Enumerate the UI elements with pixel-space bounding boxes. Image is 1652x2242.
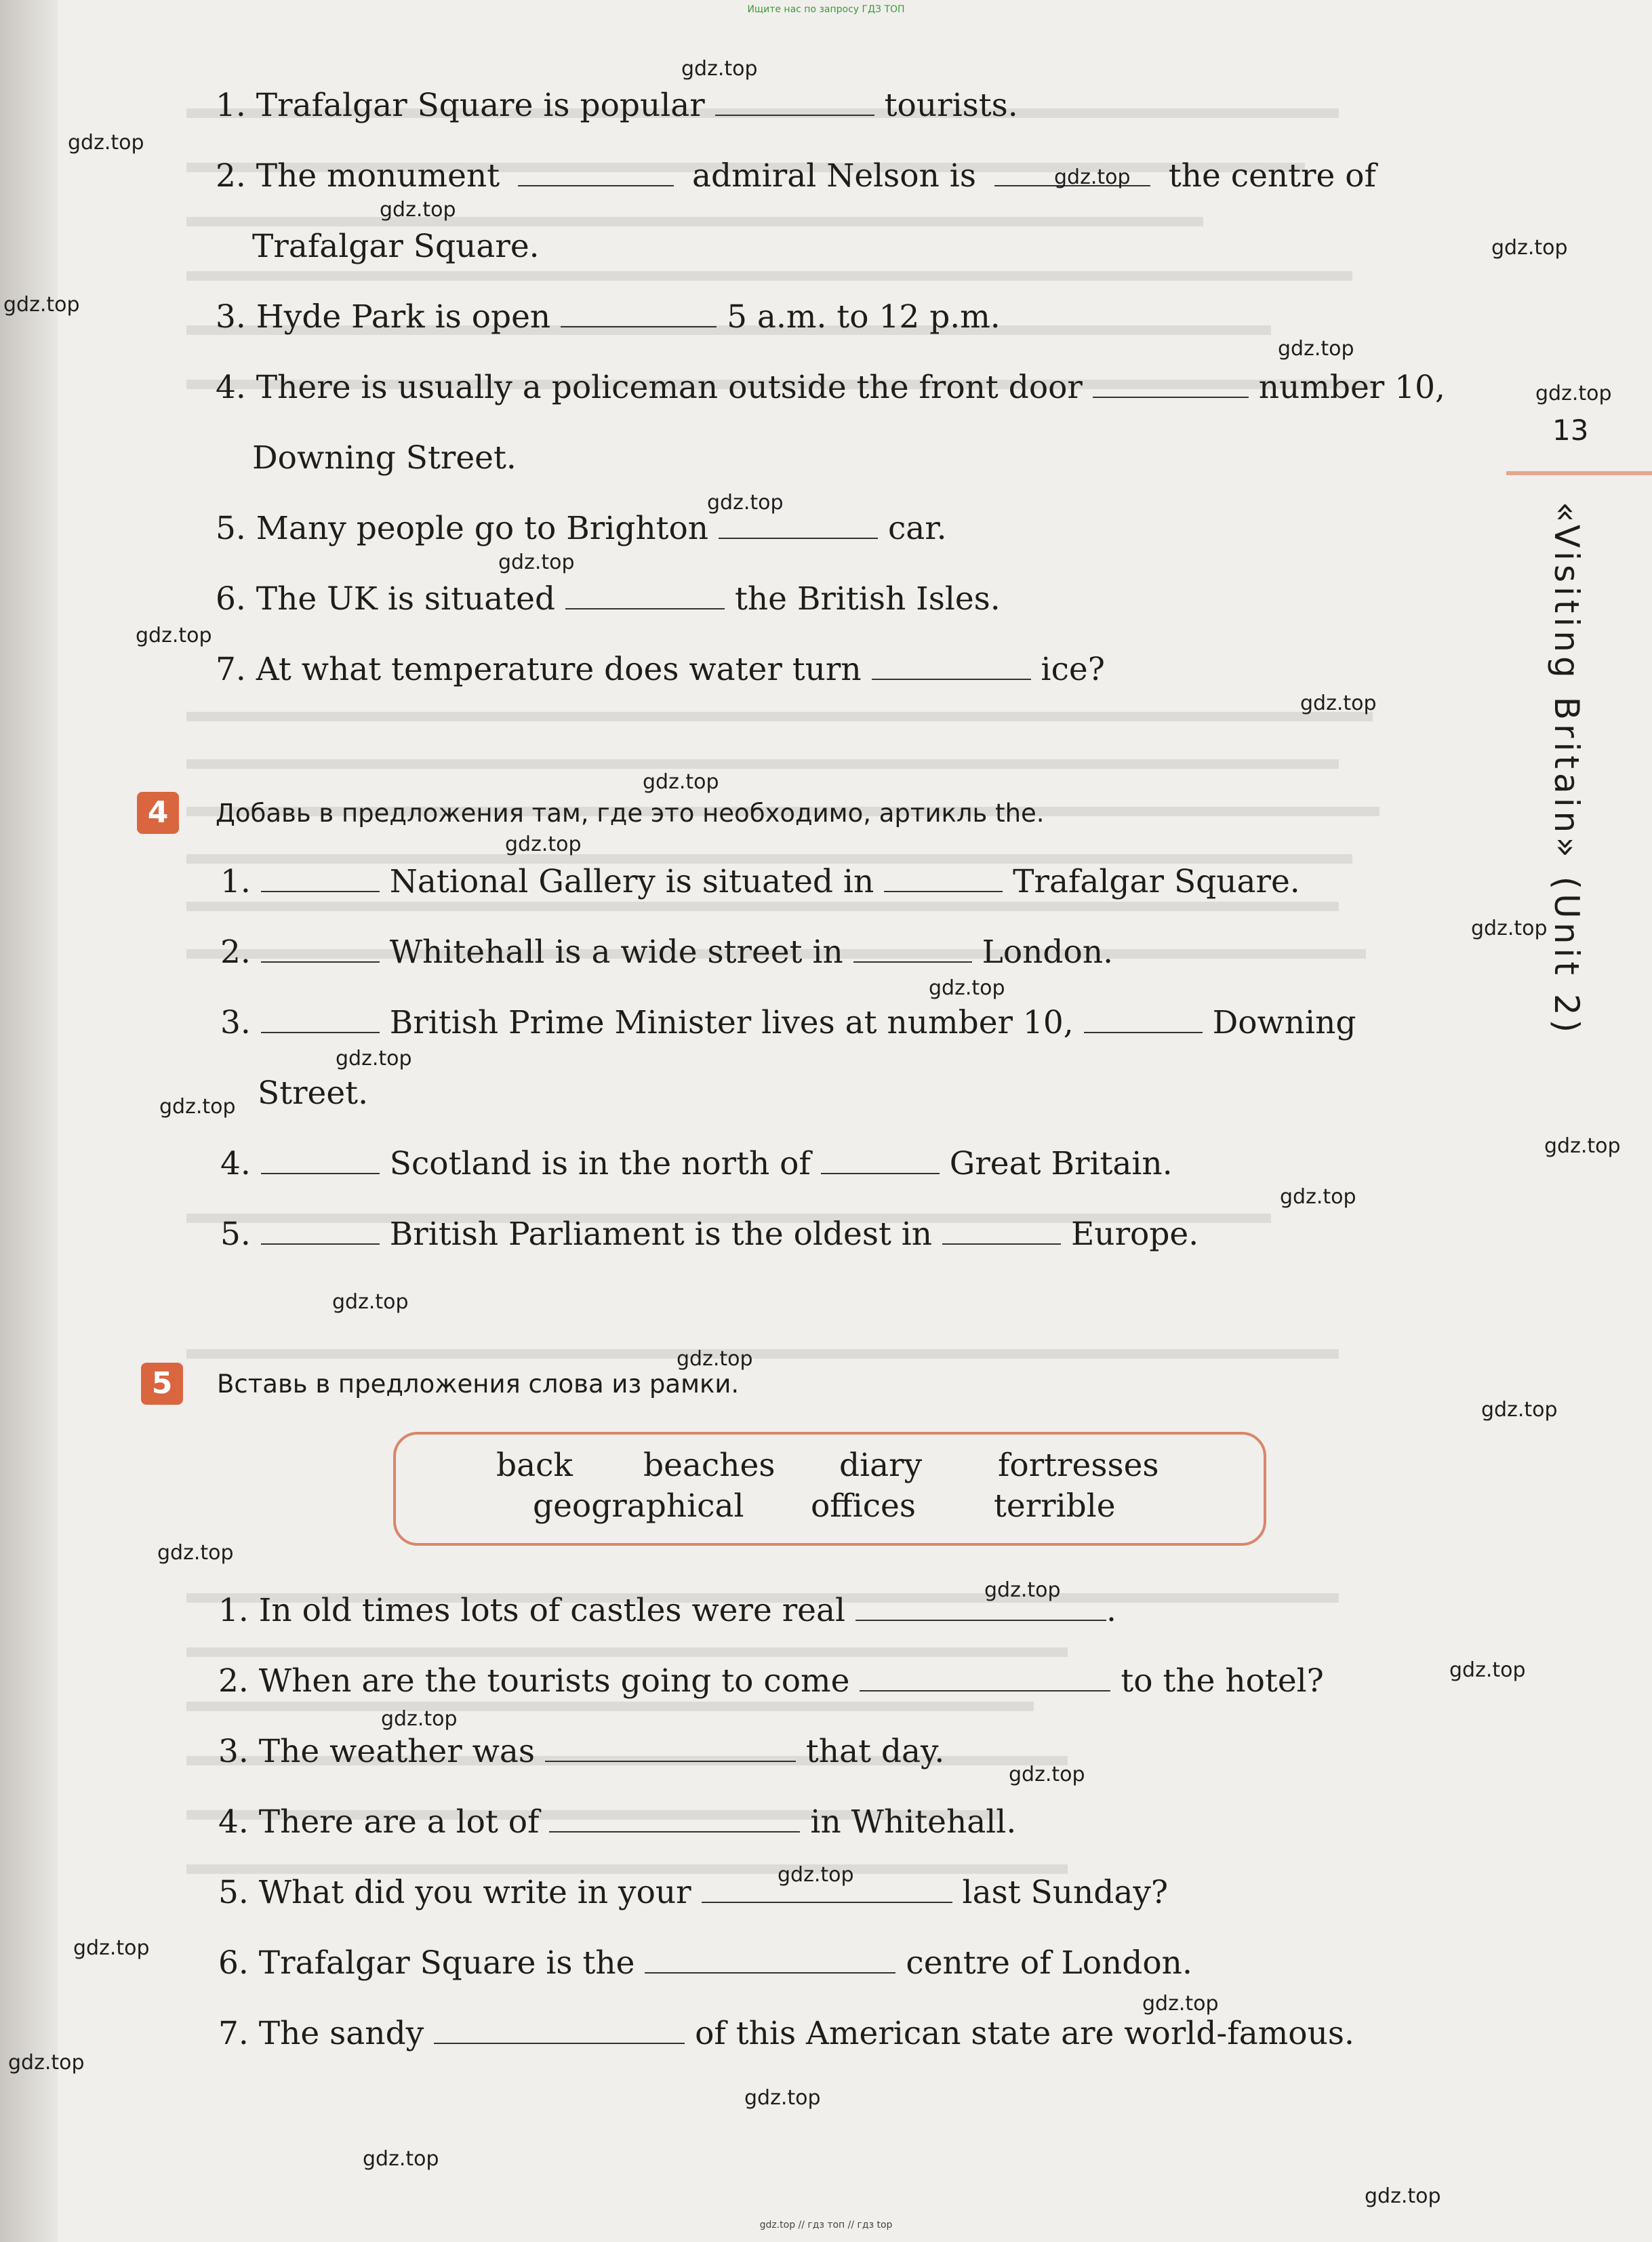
ex3-item-4 (216, 369, 1445, 406)
item-text: There is usually a policeman outside the front door (256, 369, 1083, 406)
item-text: Street. (258, 1075, 369, 1112)
watermark: gdz.top (1449, 1658, 1526, 1682)
item-number: 7. (218, 2015, 249, 2052)
item-text: British Parliament is the oldest in (389, 1216, 933, 1253)
watermark: gdz.top (744, 2086, 821, 2110)
watermark: gdz.top (332, 1290, 409, 1314)
item-text: ice? (1041, 651, 1105, 688)
item-text: British Prime Minister lives at number 10, (389, 1004, 1074, 1041)
ex4-item-3 (220, 1004, 1356, 1041)
item-number: 4. (216, 369, 246, 406)
item-number: 2. (216, 157, 246, 195)
watermark: gdz.top (498, 551, 575, 574)
ex5-item-6 (218, 1944, 1192, 1982)
ex4-item-2 (220, 934, 1113, 971)
watermark: gdz.top (505, 833, 582, 856)
watermark: gdz.top (73, 1936, 150, 1960)
watermark: gdz.top (159, 1095, 236, 1119)
answer-blank[interactable] (261, 1032, 380, 1033)
answer-blank[interactable] (872, 679, 1031, 680)
answer-blank[interactable] (549, 1831, 800, 1833)
answer-blank[interactable] (518, 185, 674, 186)
page-number-rule (1506, 471, 1652, 475)
ex5-item-3 (218, 1733, 944, 1770)
watermark: gdz.top (707, 491, 784, 515)
item-number: 5. (218, 1874, 249, 1911)
item-text: Downing Street. (252, 439, 517, 477)
item-text: centre of London. (906, 1944, 1192, 1982)
watermark: gdz.top (136, 624, 212, 647)
ex3-item-2 (216, 157, 1376, 195)
item-text: Europe. (1071, 1216, 1199, 1253)
watermark: gdz.top (336, 1047, 412, 1070)
item-text: the centre of (1168, 157, 1376, 195)
watermark: gdz.top (1481, 1398, 1558, 1422)
word-beaches: beaches (643, 1447, 775, 1484)
page-number: 13 (1552, 414, 1589, 447)
ex5-item-5 (218, 1874, 1168, 1911)
ex3-item-4-cont (252, 439, 517, 477)
item-number: 1. (216, 87, 246, 124)
word-back: back (496, 1447, 573, 1484)
item-text: Trafalgar Square. (1013, 863, 1300, 900)
word-diary: diary (839, 1447, 923, 1484)
item-text: What did you write in your (258, 1874, 691, 1911)
exercise-4-instruction: Добавь в предложения там, где это необходимо, артикль the. (216, 799, 1045, 828)
item-text: Scotland is in the north of (389, 1145, 811, 1182)
item-text: . (1106, 1592, 1116, 1629)
exercise-4-badge: 4 (137, 792, 179, 834)
item-number: 1. (220, 863, 251, 900)
item-number: 2. (220, 934, 251, 971)
top-note: Ищите нас по запросу ГДЗ ТОП (747, 4, 905, 15)
item-text: to the hotel? (1121, 1662, 1324, 1700)
unit-side-title (1546, 502, 1600, 1098)
answer-blank[interactable] (942, 1243, 1061, 1245)
word-offices: offices (811, 1487, 916, 1525)
watermark: gdz.top (3, 293, 80, 317)
bottom-note: gdz.top // гдз топ // гдз top (759, 2220, 893, 2230)
item-text: car. (887, 510, 947, 547)
answer-blank[interactable] (261, 961, 380, 963)
ex4-item-4 (220, 1145, 1173, 1182)
answer-blank[interactable] (434, 2043, 685, 2044)
answer-blank[interactable] (702, 1902, 952, 1903)
answer-blank[interactable] (561, 326, 717, 327)
item-text: Trafalgar Square is the (258, 1944, 635, 1982)
watermark: gdz.top (1491, 236, 1568, 260)
exercise-5-instruction: Вставь в предложения слова из рамки. (217, 1369, 740, 1399)
watermark: gdz.top (1365, 2184, 1441, 2208)
unit-title-text: «Visiting Britain» (Unit 2) (1547, 502, 1586, 1037)
item-text: number 10, (1258, 369, 1445, 406)
item-number: 4. (220, 1145, 251, 1182)
item-number: 6. (216, 580, 246, 618)
item-text: The weather was (258, 1733, 535, 1770)
ex3-item-3 (216, 298, 1001, 336)
item-number: 3. (216, 298, 246, 336)
ex3-item-6 (216, 580, 1001, 618)
watermark: gdz.top (1535, 382, 1612, 405)
ex3-item-5 (216, 510, 947, 547)
watermark: gdz.top (929, 976, 1005, 1000)
item-number: 7. (216, 651, 246, 688)
answer-blank[interactable] (565, 608, 725, 609)
answer-blank[interactable] (261, 891, 380, 892)
bleed-through-text (146, 61, 1420, 2027)
item-text: tourists. (884, 87, 1018, 124)
item-text: The UK is situated (256, 580, 556, 618)
watermark: gdz.top (381, 1707, 458, 1731)
item-text: Great Britain. (949, 1145, 1173, 1182)
watermark: gdz.top (1300, 692, 1377, 715)
word-terrible: terrible (994, 1487, 1116, 1525)
item-text: Trafalgar Square is popular (256, 87, 705, 124)
watermark: gdz.top (1142, 1992, 1219, 2016)
ex4-item-3-cont (258, 1075, 368, 1112)
ex4-item-1 (220, 863, 1300, 900)
item-number: 1. (218, 1592, 249, 1629)
answer-blank[interactable] (884, 891, 1003, 892)
ex3-item-1 (216, 87, 1018, 124)
item-number: 5. (216, 510, 246, 547)
answer-blank[interactable] (261, 1173, 380, 1174)
watermark: gdz.top (1278, 337, 1354, 361)
answer-blank[interactable] (855, 1620, 1106, 1621)
item-number: 3. (220, 1004, 251, 1041)
answer-blank[interactable] (715, 115, 874, 116)
watermark: gdz.top (1280, 1185, 1356, 1209)
ex4-item-5 (220, 1216, 1198, 1253)
item-text: National Gallery is situated in (389, 863, 874, 900)
answer-blank[interactable] (860, 1690, 1110, 1691)
watermark: gdz.top (380, 198, 456, 222)
watermark: gdz.top (1544, 1134, 1621, 1158)
item-text: Trafalgar Square. (252, 228, 540, 265)
item-text: admiral Nelson is (692, 157, 976, 195)
answer-blank[interactable] (853, 961, 972, 963)
item-text: At what temperature does water turn (256, 651, 862, 688)
item-number: 4. (218, 1803, 249, 1841)
answer-blank[interactable] (821, 1173, 940, 1174)
item-text: that day. (805, 1733, 945, 1770)
watermark: gdz.top (363, 2147, 439, 2171)
ex3-item-2-cont (252, 228, 540, 265)
item-text: the British Isles. (734, 580, 1001, 618)
item-text: When are the tourists going to come (258, 1662, 850, 1700)
exercise-5-badge: 5 (141, 1363, 183, 1405)
watermark: gdz.top (1471, 917, 1548, 940)
item-text: Whitehall is a wide street in (389, 934, 843, 971)
ex3-item-7 (216, 651, 1105, 688)
item-text: Hyde Park is open (256, 298, 551, 336)
watermark: gdz.top (8, 2051, 85, 2075)
page-fold-shadow (0, 0, 58, 2242)
item-text: last Sunday? (962, 1874, 1169, 1911)
item-text: There are a lot of (258, 1803, 540, 1841)
ex5-item-2 (218, 1662, 1324, 1700)
answer-blank[interactable] (645, 1972, 895, 1974)
item-number: 3. (218, 1733, 249, 1770)
watermark: gdz.top (778, 1863, 854, 1887)
watermark: gdz.top (68, 131, 144, 155)
watermark: gdz.top (984, 1578, 1061, 1602)
word-fortresses: fortresses (998, 1447, 1159, 1484)
item-text: The monument (256, 157, 500, 195)
item-text: The sandy (258, 2015, 424, 2052)
watermark: gdz.top (643, 770, 719, 794)
item-text: in Whitehall. (810, 1803, 1017, 1841)
watermark: gdz.top (1054, 165, 1131, 189)
word-geographical: geographical (533, 1487, 744, 1525)
answer-blank[interactable] (1093, 397, 1249, 398)
ex5-item-4 (218, 1803, 1016, 1841)
item-number: 2. (218, 1662, 249, 1700)
item-text: In old times lots of castles were real (258, 1592, 846, 1629)
watermark: gdz.top (1009, 1763, 1085, 1786)
watermark: gdz.top (677, 1347, 753, 1371)
answer-blank[interactable] (545, 1761, 796, 1762)
watermark: gdz.top (681, 57, 758, 81)
item-text: Many people go to Brighton (256, 510, 709, 547)
answer-blank[interactable] (719, 538, 878, 539)
item-number: 6. (218, 1944, 249, 1982)
ex5-item-1 (218, 1592, 1116, 1629)
answer-blank[interactable] (1084, 1032, 1203, 1033)
item-text: London. (982, 934, 1114, 971)
item-text: of this American state are world-famous. (695, 2015, 1354, 2052)
item-number: 5. (220, 1216, 251, 1253)
word-box (393, 1432, 1266, 1546)
ex5-item-7 (218, 2015, 1354, 2052)
answer-blank[interactable] (261, 1243, 380, 1245)
item-text: Downing (1212, 1004, 1356, 1041)
watermark: gdz.top (157, 1541, 234, 1565)
item-text: 5 a.m. to 12 p.m. (727, 298, 1001, 336)
